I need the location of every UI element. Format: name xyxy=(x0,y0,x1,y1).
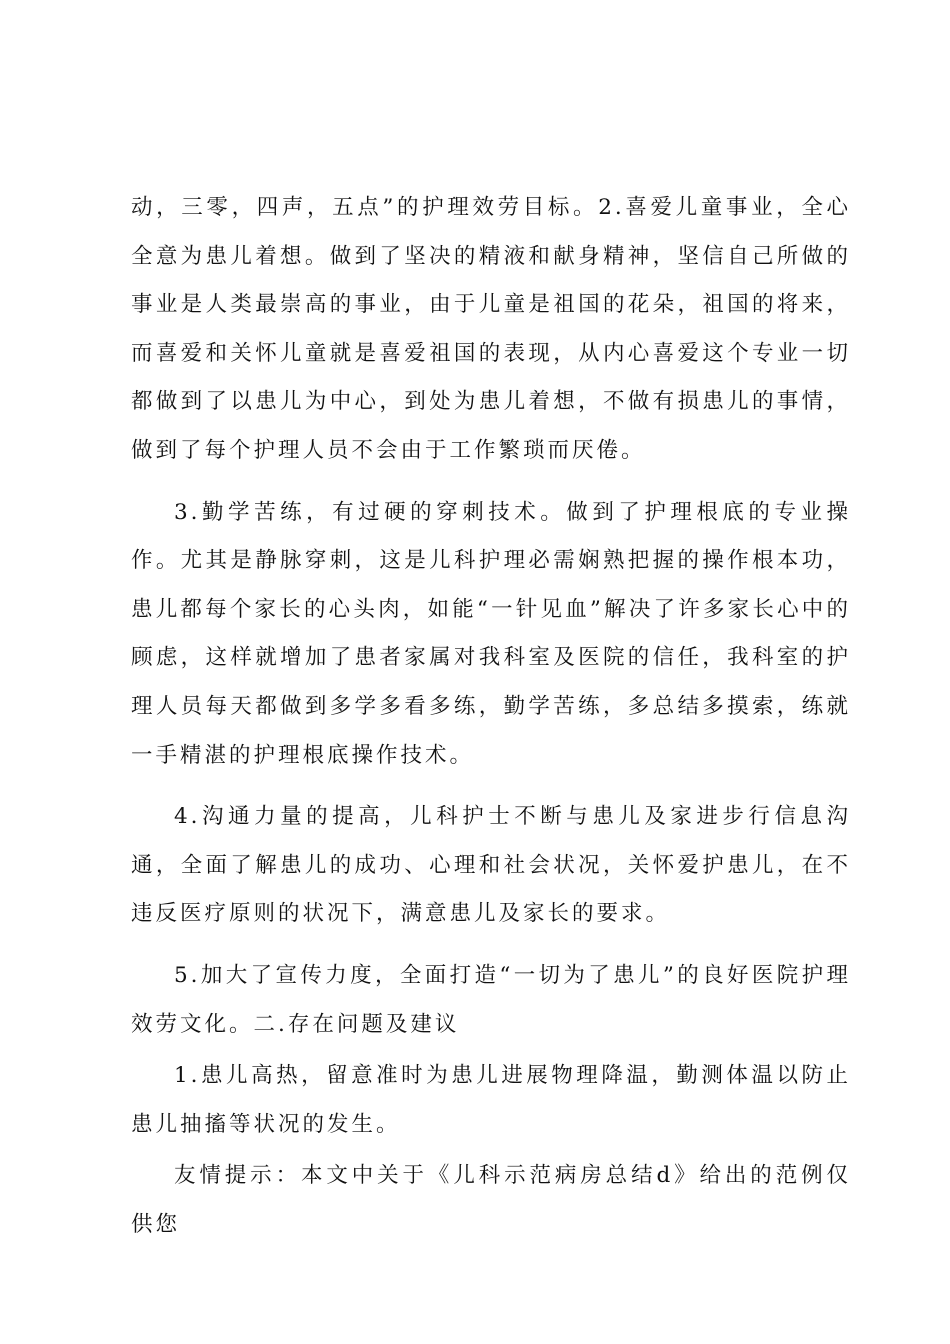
paragraph-item-3: 3.勤学苦练，有过硬的穿刺技术。做到了护理根底的专业操作。尤其是静脉穿刺，这是儿科护理必需娴熟把握的操作根本功，患儿都每个家长的心头肉，如能“一针见血”解决了许多家长心中的顾虑，这样就增加了患者家属对我科室及医院的信任，我科室的护理人员每天都做到多学多看多练，勤学苦练，多总结多摸索，练就一手精湛的护理根底操作技术。 xyxy=(131,499,851,768)
paragraph-friendly-tip: 友情提示：本文中关于《儿科示范病房总结d》给出的范例仅供您 xyxy=(131,1163,851,1237)
paragraph-continuation: 动，三零，四声，五点”的护理效劳目标。2.喜爱儿童事业，全心全意为患儿着想。做到了坚决的精液和献身精神，坚信自己所做的事业是人类最崇高的事业，由于儿童是祖国的花朵，祖国的将来，而喜爱和关怀儿童就是喜爱祖国的表现，从内心喜爱这个专业一切都做到了以患儿为中心，到处为患儿着想，不做有损患儿的事情，做到了每个护理人员不会由于工作繁琐而厌倦。 xyxy=(131,195,851,463)
paragraph-item-4: 4.沟通力量的提高，儿科护士不断与患儿及家进步行信息沟通，全面了解患儿的成功、心理和社会状况，关怀爱护患儿，在不违反医疗原则的状况下，满意患儿及家长的要求。 xyxy=(131,804,851,927)
document-body xyxy=(131,184,851,1249)
paragraph-suggestion-1: 1.患儿高热，留意准时为患儿进展物理降温，勤测体温以防止患儿抽搐等状况的发生。 xyxy=(131,1063,851,1137)
paragraph-item-5: 5.加大了宣传力度，全面打造“一切为了患儿”的良好医院护理效劳文化。二.存在问题及建议 xyxy=(131,962,851,1037)
